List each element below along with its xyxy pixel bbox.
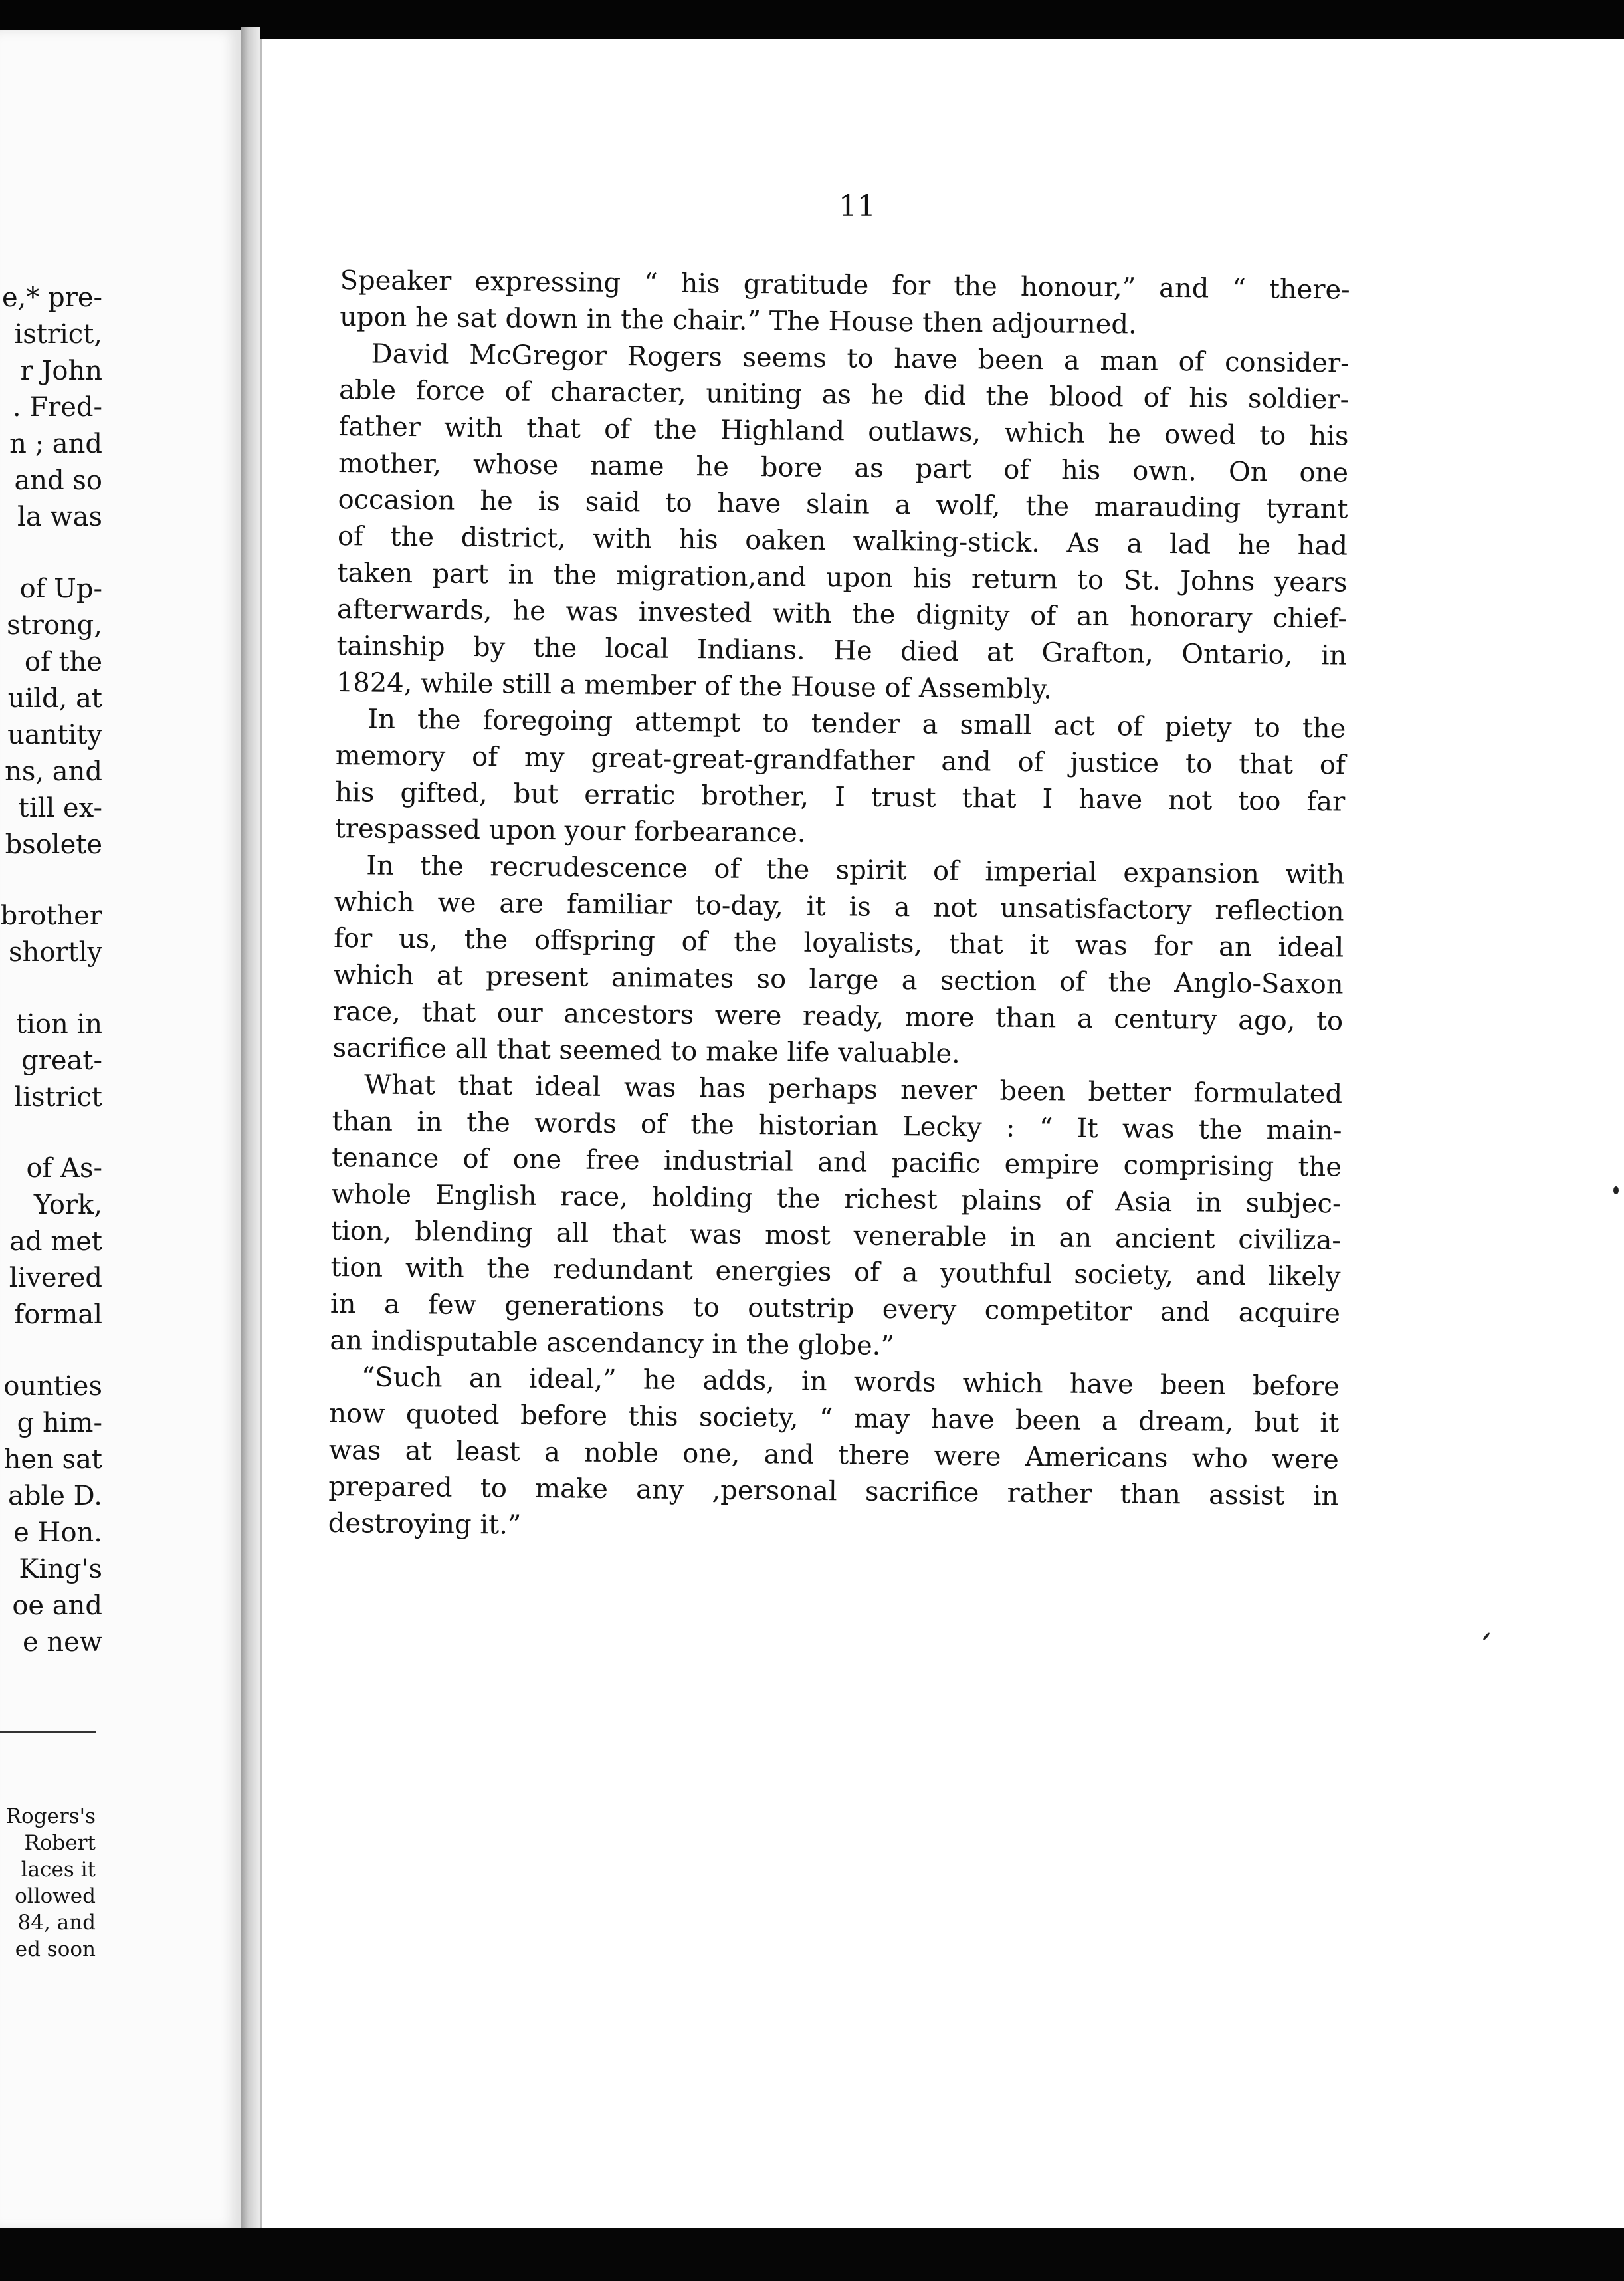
left-fragment: r John [20, 356, 102, 386]
left-fragment: n ; and [9, 429, 102, 459]
left-fragment: of Up- [19, 574, 102, 604]
scan-speck [1613, 1186, 1619, 1194]
left-fragment: hen sat [3, 1444, 102, 1475]
text-line: tenance of one free industrial and pacific empire comprising the [331, 1142, 1342, 1183]
text-line: whole English race, holding the richest plains of Asia in subjec- [331, 1178, 1342, 1220]
page-number: 11 [839, 189, 876, 223]
footnote-fragment: Rogers's [5, 1804, 96, 1828]
left-fragment: tion in [16, 1009, 102, 1039]
left-fragment: la was [17, 502, 102, 532]
text-line: afterwards, he was invested with the dignity of an honorary chief- [336, 594, 1348, 635]
text-line: What that ideal was has perhaps never been better formulated [363, 1069, 1343, 1110]
left-fragment: listrict [14, 1082, 102, 1113]
text-line: which we are familiar to-day, it is a not unsatisfactory reflection [334, 886, 1344, 927]
left-fragment: York, [33, 1190, 102, 1220]
left-fragment: of the [24, 647, 102, 677]
left-fragment: e Hon. [13, 1517, 102, 1548]
scan-bottom-edge [0, 2228, 1624, 2281]
left-fragment: e,* pre- [1, 282, 102, 313]
text-line: Speaker expressing “ his gratitude for the honour,” and “ there- [340, 265, 1350, 306]
text-line: for us, the offspring of the loyalists, that it was for an ideal [334, 923, 1344, 964]
left-fragment: King's [19, 1554, 102, 1584]
left-fragment: g him- [17, 1408, 102, 1438]
footnote-rule [0, 1731, 96, 1733]
left-fragment: shortly [9, 937, 102, 968]
left-page [0, 30, 245, 2230]
left-fragment: of As- [26, 1153, 102, 1184]
text-line: was at least a noble one, and there were Americans who were [328, 1434, 1339, 1475]
text-line: In the foregoing attempt to tender a small act of piety to the [367, 704, 1346, 744]
text-line: taken part in the migration,and upon his return to St. Johns years [337, 557, 1348, 598]
left-fragment: . Fred- [12, 392, 102, 423]
text-line: 1824, while still a member of the House of Assembly. [336, 667, 1053, 705]
text-line: prepared to make any ,personal sacrifice rather than assist in [328, 1471, 1339, 1512]
left-fragment: strong, [7, 610, 102, 641]
left-fragment: uild, at [7, 683, 102, 714]
left-fragment: livered [9, 1263, 102, 1293]
text-line: upon he sat down in the chair.” The House then adjourned. [339, 301, 1137, 340]
text-line: “Such an ideal,” he adds, in words which have been before [361, 1362, 1340, 1402]
left-fragment: uantity [7, 720, 102, 750]
text-line: occasion he is said to have slain a wolf, the marauding tyrant [338, 484, 1348, 525]
text-line: tainship by the local Indians. He died at Grafton, Ontario, in [336, 630, 1347, 671]
text-line: than in the words of the historian Lecky : “ It was the main- [332, 1105, 1342, 1146]
text-line: his gifted, but erratic brother, I trust that I have not too far [335, 776, 1346, 817]
text-line: father with that of the Highland outlaws, which he owed to his [338, 411, 1349, 452]
left-fragment: and so [14, 465, 102, 496]
text-line: trespassed upon your forbearance. [334, 813, 806, 849]
left-fragment: oe and [12, 1590, 102, 1621]
text-line: tion, blending all that was most venerable in an ancient civiliza- [330, 1215, 1342, 1256]
footnote-fragment: ollowed [15, 1884, 96, 1908]
left-fragment: ounties [3, 1371, 102, 1402]
left-fragment: great- [21, 1045, 102, 1076]
text-line: in a few generations to outstrip every competitor and acquire [330, 1288, 1341, 1329]
text-line: destroying it.” [328, 1507, 522, 1541]
left-fragment: istrict, [14, 319, 102, 350]
text-line: race, that our ancestors were ready, more than a century ago, to [332, 996, 1344, 1037]
footnote-fragment: laces it [21, 1858, 96, 1882]
footnote-fragment: 84, and [17, 1911, 96, 1935]
text-line: an indisputable ascendancy in the globe.” [330, 1325, 895, 1362]
footnote-fragment: ed soon [15, 1937, 96, 1961]
left-fragment: brother [0, 901, 102, 931]
text-line: tion with the redundant energies of a youthful society, and likely [330, 1251, 1341, 1293]
book-gutter [241, 27, 260, 2240]
left-fragment: bsolete [5, 829, 102, 860]
text-line: David McGregor Rogers seems to have been a man of consider- [371, 338, 1350, 379]
left-fragment: ns, and [5, 756, 102, 787]
text-line: now quoted before this society, “ may have been a dream, but it [329, 1398, 1340, 1439]
text-line: mother, whose name he bore as part of his own. On one [338, 447, 1349, 489]
text-line: of the district, with his oaken walking-stick. As a lad he had [337, 520, 1348, 562]
left-fragment: formal [14, 1299, 102, 1330]
left-fragment: e new [22, 1627, 102, 1658]
footnote-fragment: Robert [24, 1831, 96, 1855]
left-fragment: able D. [8, 1481, 102, 1511]
body-text [328, 263, 1350, 1552]
text-line: which at present animates so large a section of the Anglo-Saxon [333, 959, 1344, 1000]
left-fragment: ad met [9, 1226, 102, 1257]
text-line: able force of character, uniting as he did the blood of his soldier- [338, 374, 1350, 415]
text-line: memory of my great-great-grandfather and of justice to that of [335, 740, 1346, 781]
text-line: sacrifice all that seemed to make life valuable. [332, 1032, 961, 1070]
left-fragment: till ex- [18, 793, 102, 823]
text-line: In the recrudescence of the spirit of imperial expansion with [366, 850, 1345, 891]
